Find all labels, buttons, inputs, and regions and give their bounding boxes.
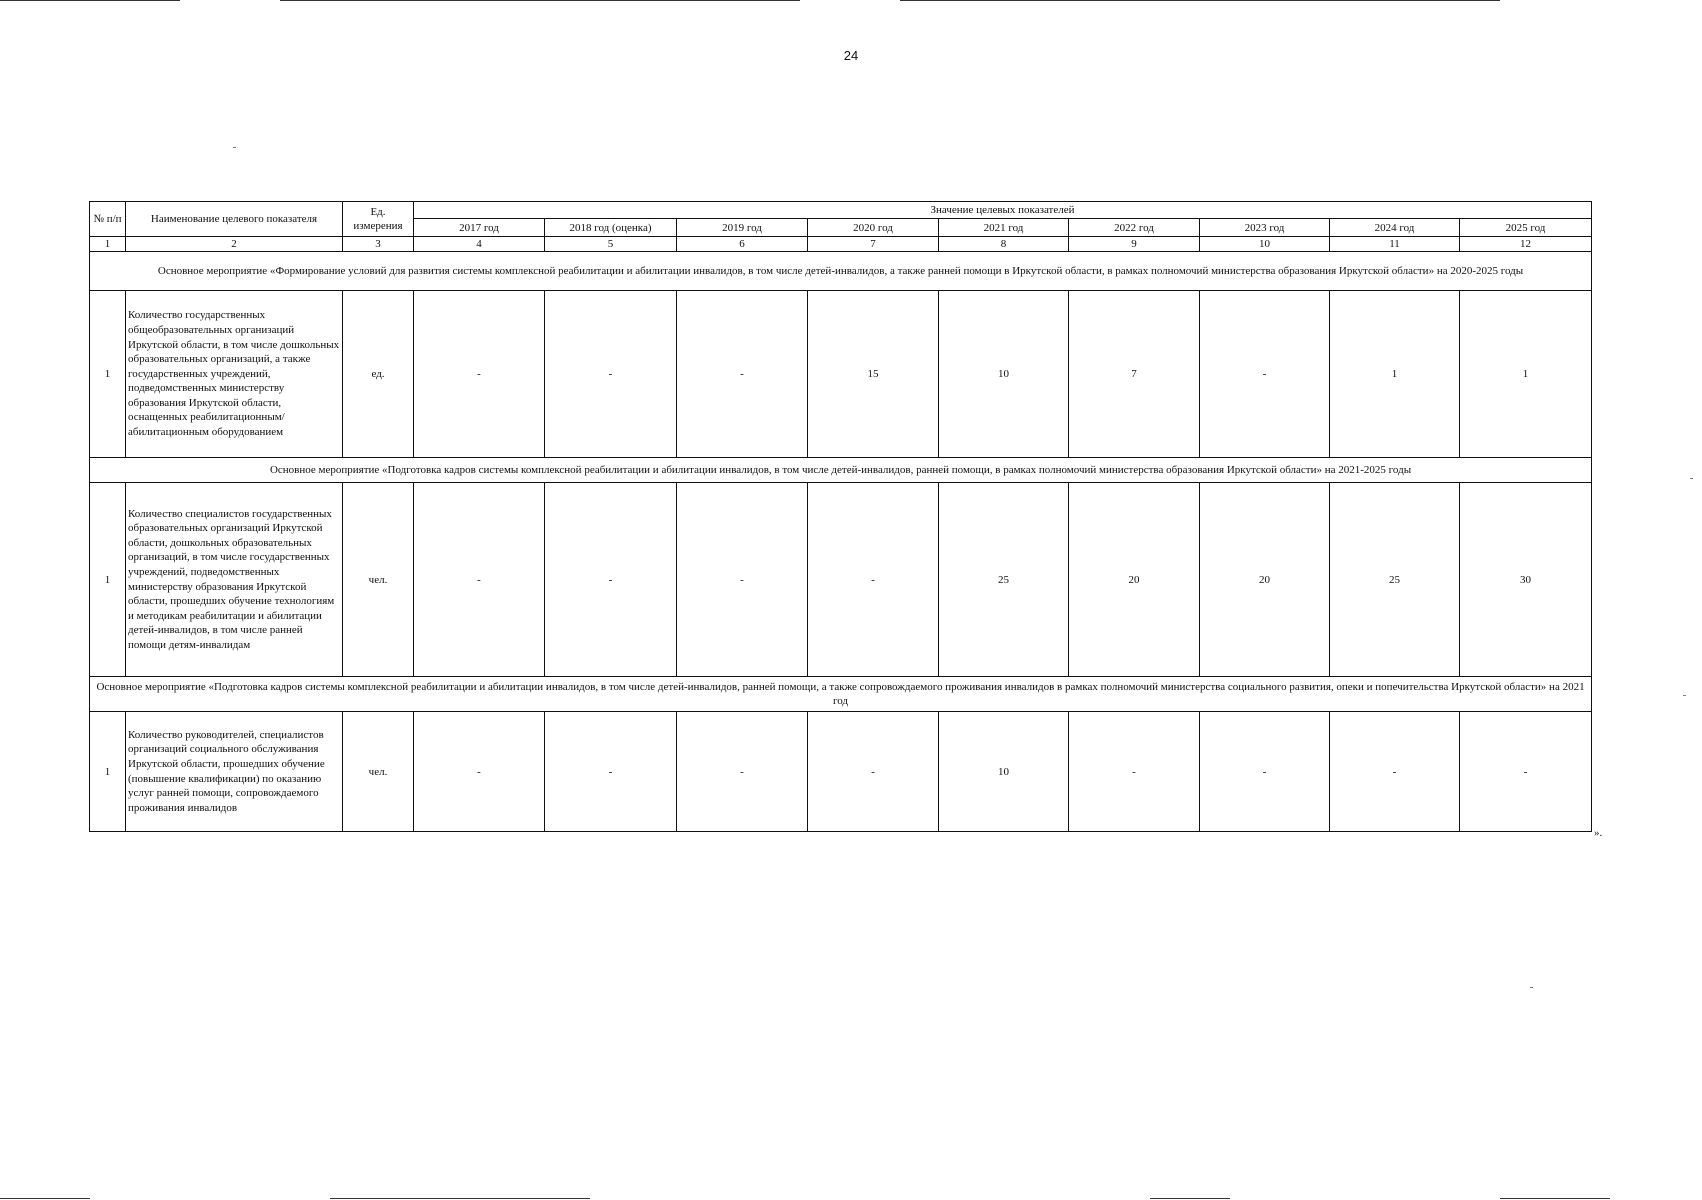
column-number: 4 [414,237,545,252]
value-cell: - [414,712,545,832]
value-cell: - [677,291,808,458]
target-indicators-table [89,201,1592,832]
scan-speck [233,147,236,148]
scan-edge-bottom-1 [0,1198,90,1199]
indicator-name: Количество государственных общеобразовательных организаций Иркутской области, в том числе дошкольных образовательных организаций, а также государственных учреждений, подведомственных министерству образования Иркутской области, оснащенных реабилитационным/абилитационным оборудованием [126,291,343,458]
column-number: 12 [1460,237,1592,252]
value-cell: - [1330,712,1460,832]
unit-cell: чел. [343,712,414,832]
value-cell: 7 [1069,291,1200,458]
value-cell: 1 [1330,291,1460,458]
header-unit: Ед. измерения [343,202,414,237]
column-number: 3 [343,237,414,252]
section-title: Основное мероприятие «Формирование условий для развития системы комплексной реабилитации и абилитации инвалидов, в том числе детей-инвалидов, а также ранней помощи в Иркутской области, в рамках полномочий министерства образования Иркутской области» на 2020-2025 годы [90,252,1592,291]
value-cell: - [1069,712,1200,832]
value-cell: - [1200,291,1330,458]
value-cell: - [545,291,677,458]
table-row [90,483,1592,677]
value-cell: - [545,483,677,677]
scan-edge-top-3 [900,0,1500,1]
unit-cell: ед. [343,291,414,458]
value-cell: 20 [1200,483,1330,677]
section-title-row [90,458,1592,483]
scan-edge-bottom-3 [1150,1198,1230,1199]
value-cell: 25 [939,483,1069,677]
value-cell: 15 [808,291,939,458]
section-title-row [90,677,1592,712]
header-year: 2023 год [1200,219,1330,237]
header-indicator-name: Наименование целевого показателя [126,202,343,237]
row-num: 1 [90,712,126,832]
column-number: 9 [1069,237,1200,252]
column-number: 2 [126,237,343,252]
value-cell: 10 [939,712,1069,832]
scan-edge-bottom-2 [330,1198,590,1199]
value-cell: 25 [1330,483,1460,677]
header-year: 2025 год [1460,219,1592,237]
indicator-name: Количество руководителей, специалистов организаций социального обслуживания Иркутской области, прошедших обучение (повышение квалификации) по оказанию услуг ранней помощи, сопровождаемого проживания инвалидов [126,712,343,832]
column-number: 10 [1200,237,1330,252]
closing-quote-mark: ». [1594,827,1603,839]
column-number: 1 [90,237,126,252]
unit-cell: чел. [343,483,414,677]
value-cell: - [677,483,808,677]
indicator-name: Количество специалистов государственных образовательных организаций Иркутской области, дошкольных образовательных организаций, в том числе государственных учреждений, подведомственных министерству образования Иркутской области, прошедших обучение технологиям и методикам реабилитации и абилитации детей-инвалидов, в том числе ранней помощи детям-инвалидам [126,483,343,677]
header-values-group: Значение целевых показателей [414,202,1592,219]
value-cell: - [677,712,808,832]
value-cell: - [414,291,545,458]
header-year: 2017 год [414,219,545,237]
scan-edge-top-1 [0,0,180,1]
section-title: Основное мероприятие «Подготовка кадров системы комплексной реабилитации и абилитации инвалидов, в том числе детей-инвалидов, ранней помощи, в рамках полномочий министерства образования Иркутской области» на 2021-2025 годы [90,458,1592,483]
column-number: 8 [939,237,1069,252]
table-row [90,291,1592,458]
scan-speck [1683,695,1686,696]
header-year: 2020 год [808,219,939,237]
header-year: 2021 год [939,219,1069,237]
header-year: 2019 год [677,219,808,237]
section-title: Основное мероприятие «Подготовка кадров системы комплексной реабилитации и абилитации инвалидов, в том числе детей-инвалидов, ранней помощи, а также сопровождаемого проживания инвалидов в рамках полномочий министерства социального развития, опеки и попечительства Иркутской области» на 2021 год [90,677,1592,712]
table-row [90,712,1592,832]
header-year: 2024 год [1330,219,1460,237]
value-cell: - [414,483,545,677]
scan-speck [1690,478,1693,479]
scan-speck [1530,987,1533,988]
header-year: 2018 год (оценка) [545,219,677,237]
column-number: 7 [808,237,939,252]
scan-edge-bottom-4 [1500,1198,1610,1199]
value-cell: - [808,712,939,832]
scan-edge-top-2 [280,0,800,1]
column-number-row [90,237,1592,252]
section-title-row [90,252,1592,291]
column-number: 6 [677,237,808,252]
value-cell: 10 [939,291,1069,458]
value-cell: - [545,712,677,832]
column-number: 5 [545,237,677,252]
header-year: 2022 год [1069,219,1200,237]
row-num: 1 [90,483,126,677]
value-cell: 1 [1460,291,1592,458]
column-number: 11 [1330,237,1460,252]
header-num: № п/п [90,202,126,237]
value-cell: 30 [1460,483,1592,677]
value-cell: 20 [1069,483,1200,677]
value-cell: - [1200,712,1330,832]
value-cell: - [1460,712,1592,832]
page-number: 24 [843,48,859,63]
row-num: 1 [90,291,126,458]
value-cell: - [808,483,939,677]
